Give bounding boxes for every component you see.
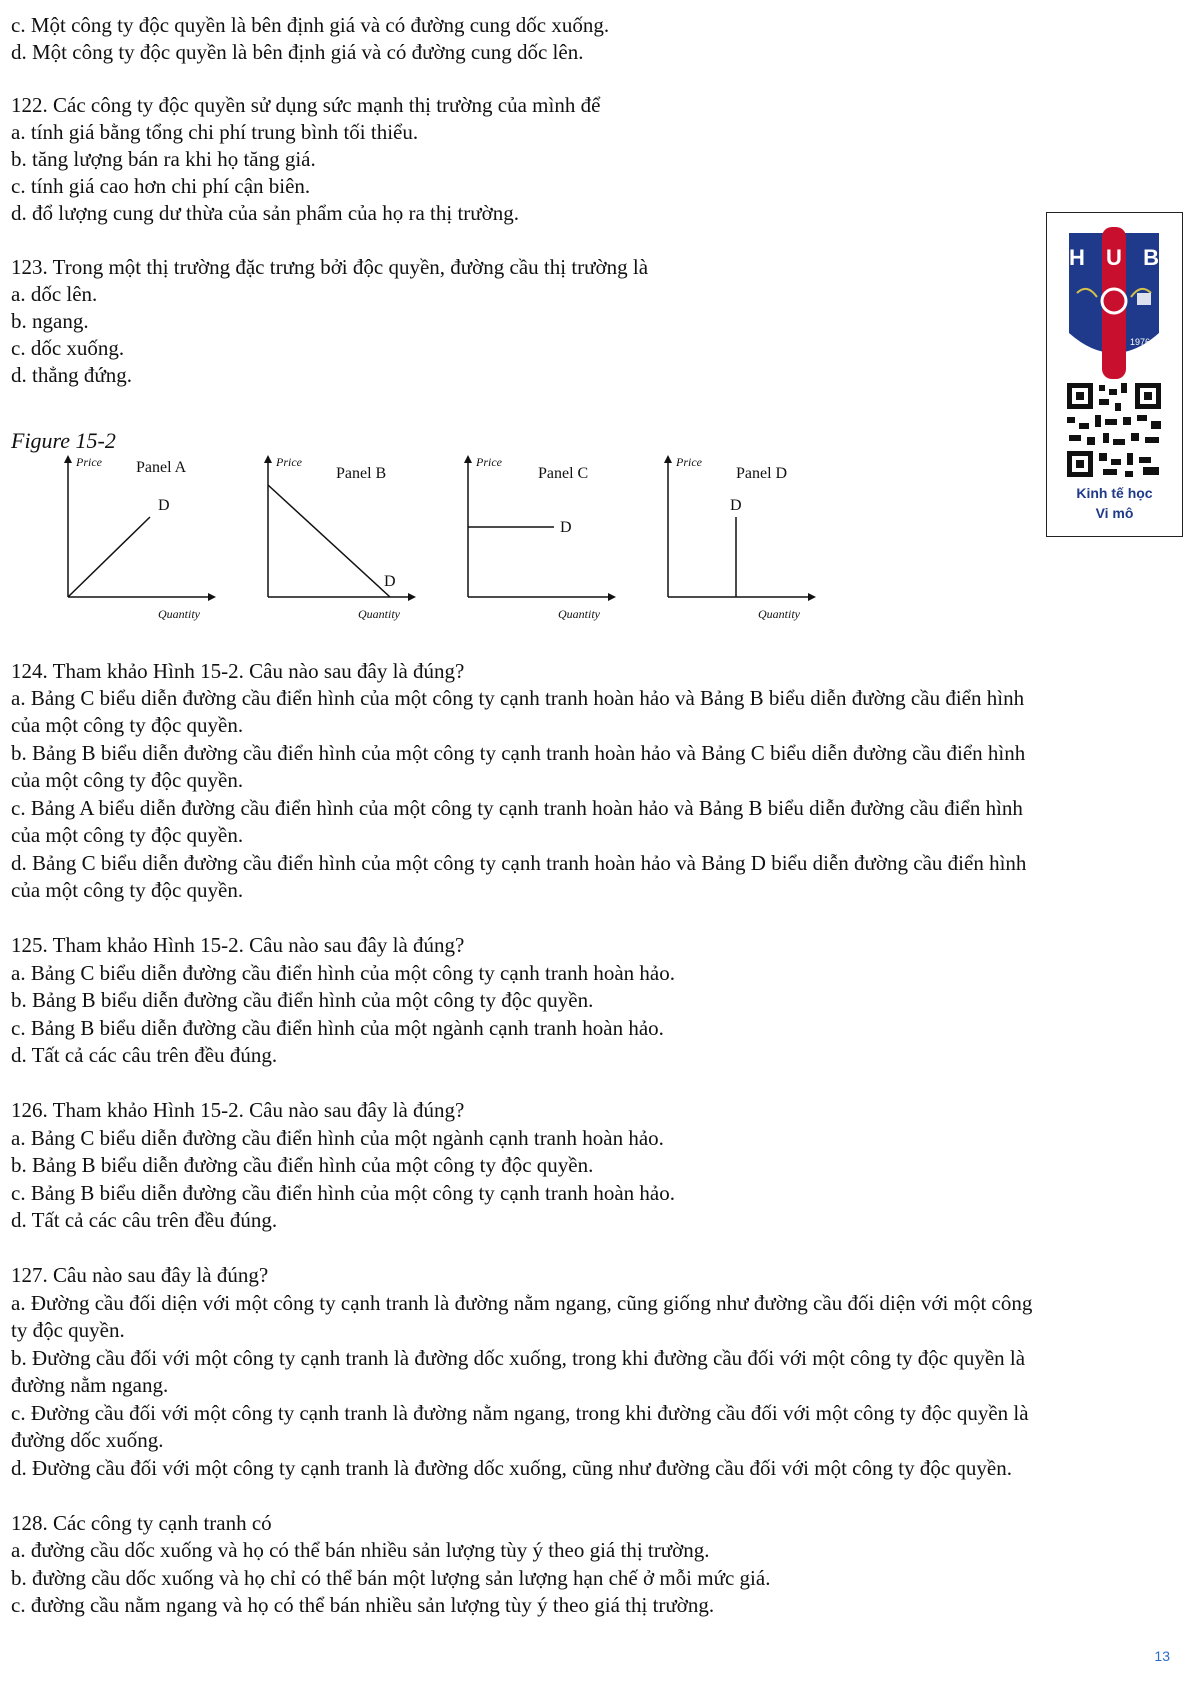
logo-letter-b: B [1143,245,1159,270]
question-128: 128. Các công ty cạnh tranh có [11,1511,272,1535]
question-122: 122. Các công ty độc quyền sử dụng sức mạnh thị trường của mình để [11,93,601,117]
q124-line-3: b. Bảng B biểu diễn đường cầu điển hình của một công ty cạnh tranh hoàn hảo và Bảng C biểu diễn đường cầu điển hình [11,741,1026,765]
q125-option-b: b. Bảng B biểu diễn đường cầu điển hình của một công ty độc quyền. [11,988,594,1012]
q127-line-3: b. Đường cầu đối với một công ty cạnh tranh là đường dốc xuống, trong khi đường cầu đối với một công ty độc quyền là [11,1346,1026,1370]
logo-letter-u: U [1106,245,1122,270]
panel-a-x-axis-label: Quantity [158,607,200,621]
logo-caption-line1: Kinh tế học [1076,485,1153,501]
q128-option-b: b. đường cầu dốc xuống và họ chỉ có thể bán một lượng sản lượng hạn chế ở mỗi mức giá. [11,1566,771,1590]
q127-line-4: đường nằm ngang. [11,1373,169,1397]
page-number: 13 [1154,1648,1170,1664]
q123-option-b: b. ngang. [11,309,89,333]
q127-line-5: c. Đường cầu đối với một công ty cạnh tranh là đường nằm ngang, trong khi đường cầu đối với một công ty độc quyền là [11,1401,1029,1425]
panel-a [50,455,240,630]
q126-option-a: a. Bảng C biểu diễn đường cầu điển hình của một ngành cạnh tranh hoàn hảo. [11,1126,664,1150]
figure-title: Figure 15-2 [11,428,116,453]
q122-option-c: c. tính giá cao hơn chi phí cận biên. [11,174,311,198]
question-125: 125. Tham khảo Hình 15-2. Câu nào sau đây là đúng? [11,933,465,957]
panel-d-x-axis-label: Quantity [758,607,800,621]
panel-d [650,455,840,630]
panel-b-curve-label: D [384,573,396,590]
q125-option-d: d. Tất cả các câu trên đều đúng. [11,1043,278,1067]
option-c-121: c. Một công ty độc quyền là bên định giá và có đường cung dốc xuống. [11,13,610,37]
logo-letter-h: H [1069,245,1085,270]
q126-option-b: b. Bảng B biểu diễn đường cầu điển hình của một công ty độc quyền. [11,1153,594,1177]
logo-letters [1069,245,1159,271]
panel-c-curve-label: D [560,519,572,536]
panel-b-x-axis-label: Quantity [358,607,400,621]
q122-option-d: d. đổ lượng cung dư thừa của sản phẩm của họ ra thị trường. [11,201,520,225]
panel-a-curve-label: D [158,497,170,514]
q126-option-c: c. Bảng B biểu diễn đường cầu điển hình của một công ty cạnh tranh hoàn hảo. [11,1181,675,1205]
panel-a-axes [50,455,240,630]
q124-line-6: của một công ty độc quyền. [11,823,244,847]
panel-b [250,455,440,630]
panel-a-title: Panel A [136,459,187,476]
q122-option-b: b. tăng lượng bán ra khi họ tăng giá. [11,147,316,171]
q123-option-a: a. dốc lên. [11,282,98,306]
q123-option-d: d. thẳng đứng. [11,363,133,387]
question-127: 127. Câu nào sau đây là đúng? [11,1263,269,1287]
question-123: 123. Trong một thị trường đặc trưng bởi độc quyền, đường cầu thị trường là [11,255,649,279]
q124-line-2: của một công ty độc quyền. [11,713,244,737]
hub-logo-box [1046,212,1183,537]
q127-line-6: đường dốc xuống. [11,1428,164,1452]
q127-line-2: ty độc quyền. [11,1318,125,1342]
logo-year: 1976 [1130,337,1151,347]
option-d-121: d. Một công ty độc quyền là bên định giá và có đường cung dốc lên. [11,40,584,64]
q124-line-5: c. Bảng A biểu diễn đường cầu điển hình của một công ty cạnh tranh hoàn hảo và Bảng B biểu diễn đường cầu điển hình [11,796,1023,820]
q123-option-c: c. dốc xuống. [11,336,125,360]
question-124: 124. Tham khảo Hình 15-2. Câu nào sau đây là đúng? [11,659,465,683]
panel-b-y-axis-label: Price [276,455,302,469]
panel-d-y-axis-label: Price [676,455,702,469]
panel-c [450,455,640,630]
emblem-book [1137,293,1151,305]
panel-c-title: Panel C [538,465,589,482]
q122-option-a: a. tính giá bằng tổng chi phí trung bình tối thiểu. [11,120,419,144]
q128-option-c: c. đường cầu nằm ngang và họ có thể bán nhiều sản lượng tùy ý theo giá thị trường. [11,1593,715,1617]
panel-c-y-axis-label: Price [476,455,502,469]
panel-b-title: Panel B [336,465,387,482]
panel-d-title: Panel D [736,465,788,482]
q125-option-c: c. Bảng B biểu diễn đường cầu điển hình của một ngành cạnh tranh hoàn hảo. [11,1016,664,1040]
panel-a-y-axis-label: Price [76,455,102,469]
q124-line-8: của một công ty độc quyền. [11,878,244,902]
panel-c-x-axis-label: Quantity [558,607,600,621]
q126-option-d: d. Tất cả các câu trên đều đúng. [11,1208,278,1232]
q128-option-a: a. đường cầu dốc xuống và họ có thể bán nhiều sản lượng tùy ý theo giá thị trường. [11,1538,710,1562]
q127-line-7: d. Đường cầu đối với một công ty cạnh tranh là đường dốc xuống, cũng như đường cầu đối với một công ty độc quyền. [11,1456,1012,1480]
qr-code-icon [1065,381,1163,479]
panel-d-curve-label: D [730,497,742,514]
q125-option-a: a. Bảng C biểu diễn đường cầu điển hình của một công ty cạnh tranh hoàn hảo. [11,961,675,985]
question-126: 126. Tham khảo Hình 15-2. Câu nào sau đây là đúng? [11,1098,465,1122]
panel-b-demand-curve [268,485,390,597]
q127-line-1: a. Đường cầu đối diện với một công ty cạnh tranh là đường nằm ngang, cũng giống như đường cầu đối diện với một công [11,1291,1033,1315]
q124-line-7: d. Bảng C biểu diễn đường cầu điển hình của một công ty cạnh tranh hoàn hảo và Bảng D biểu diễn đường cầu điển hình [11,851,1027,875]
logo-caption-line2: Vi mô [1095,505,1134,521]
q124-line-4: của một công ty độc quyền. [11,768,244,792]
panel-a-demand-curve [68,517,150,597]
q124-line-1: a. Bảng C biểu diễn đường cầu điển hình của một công ty cạnh tranh hoàn hảo và Bảng B biểu diễn đường cầu điển hình [11,686,1025,710]
